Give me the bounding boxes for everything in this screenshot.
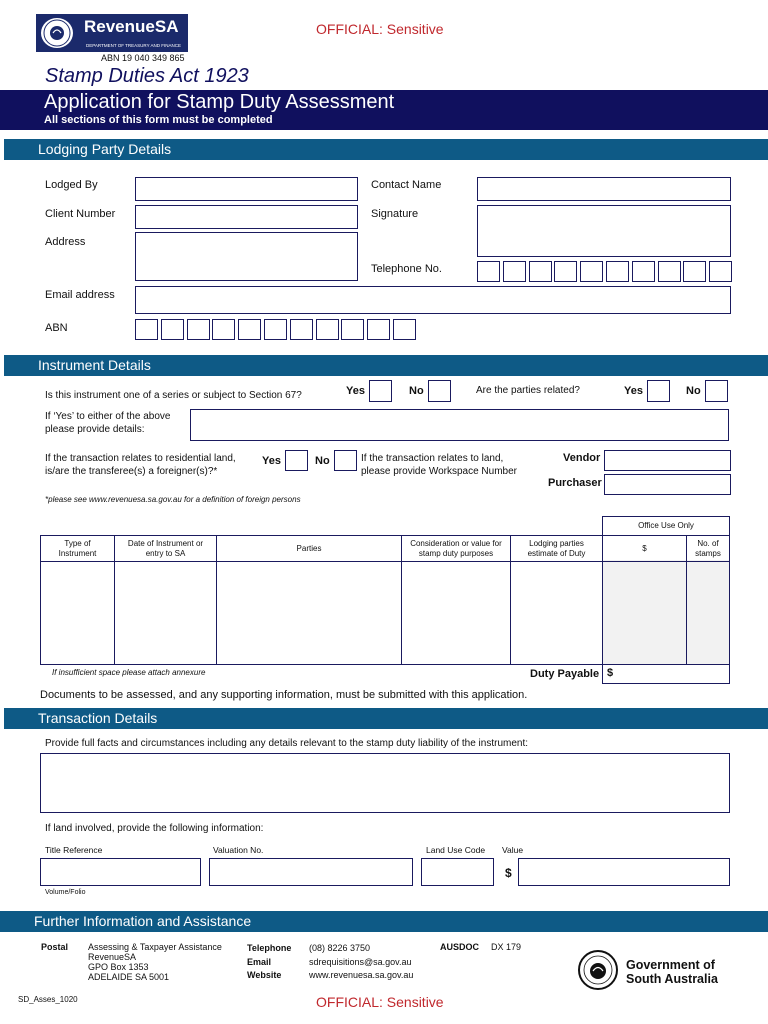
telephone-digit[interactable] [606,261,629,282]
related-yes-checkbox[interactable] [647,380,670,402]
value-field[interactable] [518,858,730,886]
date-cell[interactable] [116,563,215,663]
postal-label: Postal [41,942,69,952]
telephone-digit[interactable] [632,261,655,282]
classification-bottom: OFFICIAL: Sensitive [316,994,444,1010]
abn-text: ABN 19 040 349 865 [101,53,185,63]
abn-digit[interactable] [367,319,390,340]
signature-field[interactable] [477,205,731,257]
land-use-code-field[interactable] [421,858,494,886]
col-header-stamps: No. of stamps [695,539,721,558]
telephone-digit[interactable] [554,261,577,282]
brand-name: RevenueSA [84,17,179,36]
contact-values [309,942,413,983]
telephone-label: Telephone No. [371,263,442,275]
duty-payable-field[interactable] [602,664,730,684]
email-contact-label: Email [247,956,272,967]
gov-seal-icon-graphic [580,952,616,988]
form-code: SD_Asses_1020 [18,995,78,1004]
abn-digit-boxes [135,319,416,340]
address-label: Address [45,236,86,248]
abn-digit[interactable] [393,319,416,340]
abn-digit[interactable] [264,319,287,340]
abn-digit[interactable] [212,319,235,340]
telephone-digit[interactable] [503,261,526,282]
foreigner-no-checkbox[interactable] [334,450,357,471]
postal-line: RevenueSA [88,952,137,962]
series-yes-label: Yes [346,385,365,397]
section-instrument: Instrument Details [4,355,768,376]
abn-digit[interactable] [290,319,313,340]
section-transaction: Transaction Details [4,708,768,729]
purchaser-label: Purchaser [548,477,602,489]
col-divider [216,536,217,664]
telephone-digit[interactable] [529,261,552,282]
documents-note: Documents to be assessed, and any supporting information, must be submitted with this application. [40,689,528,701]
parties-cell[interactable] [218,563,400,663]
address-field[interactable] [135,232,358,281]
telephone-digit[interactable] [709,261,732,282]
facts-field[interactable] [40,753,730,813]
postal-line: GPO Box 1353 [88,962,149,972]
workspace-prompt-2: please provide Workspace Number [361,466,518,477]
workspace-prompt-1: If the transaction relates to land, [361,453,504,464]
postal-line: Assessing & Taxpayer Assistance [88,942,222,952]
postal-address [88,942,222,982]
seal-icon [39,16,75,50]
valuation-no-label: Valuation No. [213,845,264,855]
ausdoc-label: AUSDOC [440,942,480,952]
volume-folio-note: Volume/Folio [45,889,86,896]
telephone-digit[interactable] [683,261,706,282]
telephone-digit[interactable] [658,261,681,282]
details-prompt-1: If ‘Yes’ to either of the above [45,411,171,422]
vendor-label: Vendor [563,452,601,464]
gov-name-line1: Government of [626,958,715,972]
related-yes-label: Yes [624,385,643,397]
facts-prompt: Provide full facts and circumstances including any details relevant to the stamp duty liability of the instrument: [45,738,529,749]
gov-name-line2: South Australia [626,972,718,986]
section-lodging-party: Lodging Party Details [4,139,768,160]
title-reference-field[interactable] [40,858,201,886]
telephone-contact-label: Telephone [247,943,292,953]
contact-name-field[interactable] [477,177,731,201]
abn-label: ABN [45,322,68,334]
signature-label: Signature [371,208,419,220]
land-info-prompt: If land involved, provide the following information: [45,823,264,834]
series-question: Is this instrument one of a series or subject to Section 67? [45,390,302,401]
contact-name-label: Contact Name [371,179,442,191]
abn-digit[interactable] [161,319,184,340]
vendor-workspace-field[interactable] [604,450,731,471]
page-subtitle: All sections of this form must be completed [44,114,273,126]
col-header-type: Type of Instrument [58,539,97,558]
value-dollar-sign: $ [505,866,512,880]
abn-digit[interactable] [316,319,339,340]
abn-digit[interactable] [187,319,210,340]
brand-sub: DEPARTMENT OF TREASURY AND FINANCE [86,43,182,48]
table-header-divider [41,561,729,562]
lodged-by-label: Lodged By [45,179,98,191]
client-number-field[interactable] [135,205,358,229]
related-details-field[interactable] [190,409,729,441]
foreigner-yes-label: Yes [262,455,281,467]
valuation-no-field[interactable] [209,858,413,886]
email-field[interactable] [135,286,731,314]
abn-digit[interactable] [238,319,261,340]
abn-digit[interactable] [135,319,158,340]
col-divider [602,536,603,664]
foreigner-question-2: is/are the transferee(s) a foreigner(s)?* [45,466,218,477]
telephone-digit-boxes [477,261,732,282]
revenuesa-logo [36,14,188,52]
related-question: Are the parties related? [476,385,580,396]
ausdoc-value: DX 179 [491,942,522,952]
related-no-checkbox[interactable] [705,380,728,402]
telephone-digit[interactable] [477,261,500,282]
page-title: Application for Stamp Duty Assessment [44,91,395,113]
email-label: Email address [45,289,115,301]
col-header-parties: Parties [296,544,322,553]
foreigner-yes-checkbox[interactable] [285,450,308,471]
gov-sa-logo [578,950,728,992]
col-header-dollar: $ [642,544,647,553]
postal-line: ADELAIDE SA 5001 [88,972,170,982]
contact-labels [247,942,291,983]
duty-payable-label: Duty Payable [530,668,600,680]
series-no-checkbox[interactable] [428,380,451,402]
series-yes-checkbox[interactable] [369,380,392,402]
consideration-cell[interactable] [403,563,509,663]
foreigner-question-1: If the transaction relates to residential land, [45,453,236,464]
act-title: Stamp Duties Act 1923 [45,65,249,87]
website-contact-label: Website [247,970,282,980]
abn-digit[interactable] [341,319,364,340]
website-link[interactable]: www.revenuesa.sa.gov.au [309,970,414,980]
col-header-consideration: Consideration or value for stamp duty purposes [410,539,502,558]
office-use-header [602,516,730,536]
instrument-table [40,535,730,665]
duty-dollar-sign: $ [607,667,614,679]
estimate-cell[interactable] [512,563,601,663]
foreigner-no-label: No [315,455,330,467]
classification-top: OFFICIAL: Sensitive [316,21,444,37]
purchaser-workspace-field[interactable] [604,474,731,495]
foreign-persons-footnote: *please see www.revenuesa.sa.gov.au for a definition of foreign persons [45,495,301,504]
title-reference-label: Title Reference [45,845,103,855]
value-label: Value [502,845,524,855]
telephone-digit[interactable] [580,261,603,282]
col-header-date: Date of Instrument or entry to SA [127,539,204,558]
title-banner [0,90,768,130]
related-no-label: No [686,385,701,397]
details-prompt-2: please provide details: [45,424,145,435]
telephone-value: (08) 8226 3750 [309,943,371,953]
email-link[interactable]: sdrequisitions@sa.gov.au [309,956,412,967]
lodged-by-field[interactable] [135,177,358,201]
gov-seal-icon [578,950,618,990]
seal-icon-graphic [41,18,73,48]
land-use-code-label: Land Use Code [426,845,486,855]
office-use-label: Office Use Only [638,521,694,530]
section-further-info: Further Information and Assistance [0,911,768,932]
client-number-label: Client Number [45,208,116,220]
annexure-note: If insufficient space please attach annexure [52,668,206,677]
col-header-estimate: Lodging parties estimate of Duty [527,539,586,558]
type-cell[interactable] [42,563,113,663]
series-no-label: No [409,385,424,397]
